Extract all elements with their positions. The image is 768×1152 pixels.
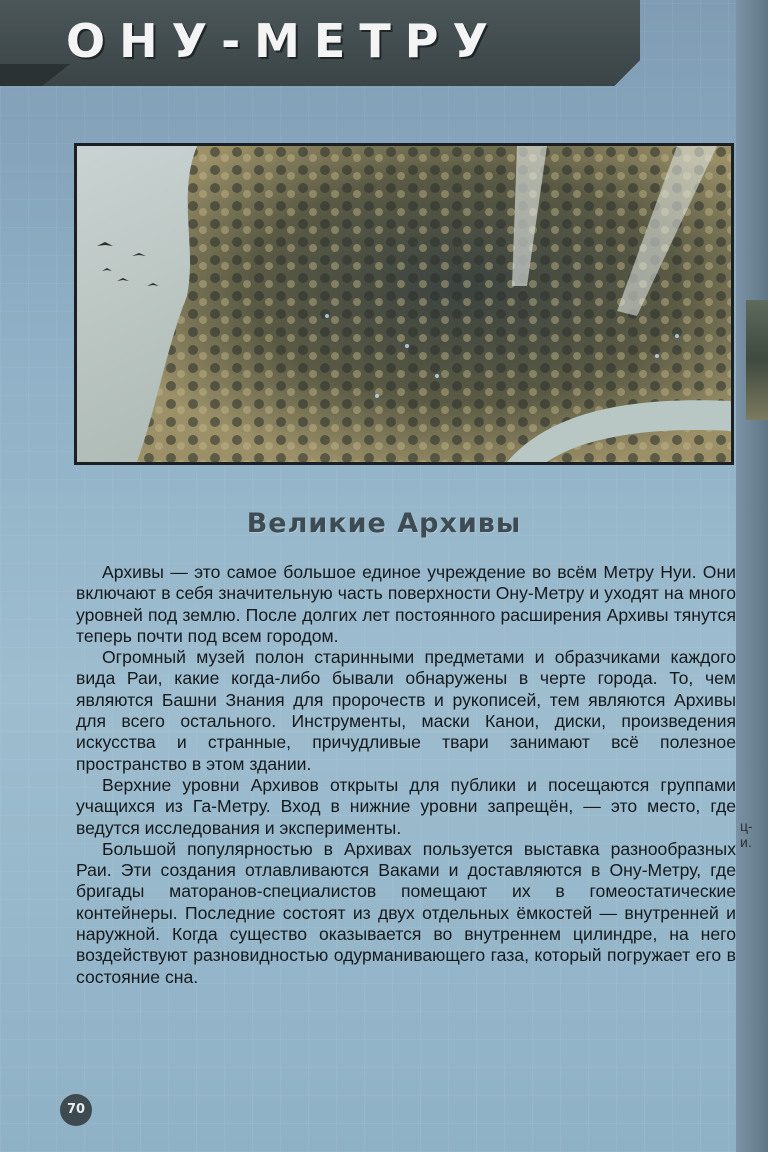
margin-note: ц- и. — [740, 818, 753, 850]
section-heading: Великие Архивы — [246, 508, 522, 539]
page-title: ОНУ-МЕТРУ — [66, 14, 502, 68]
article-body — [76, 562, 736, 988]
paragraph: Огромный музей полон старинными предметами и образчиками каждого вида Раи, какие когда-либо бывали обнаружены в черте города. То, чем являются Башни Знания для пророчеств и рукописей, тем являются Архивы для всего остального. Инструменты, маски Канои, диски, произведения искусства и странные, причудливые твари занимают всё полезное пространство в этом здании. — [76, 647, 736, 774]
paragraph: Большой популярностью в Архивах пользуется выставка разнообразных Раи. Эти создания отлавливаются Ваками и доставляются в Ону-Метру, где бригады маторанов-специалистов помещают их в гомеостатические контейнеры. Последние состоят из двух отдельных ёмкостей — внутренней и наружной. Когда существо оказывается во внутреннем цилиндре, на него воздействуют разновидностью одурманивающего газа, который погружает его в состояние сна. — [76, 838, 736, 987]
adjacent-page-edge — [736, 0, 768, 1152]
adjacent-page-image-edge — [746, 300, 768, 420]
city-aerial-image — [74, 143, 734, 465]
paragraph: Верхние уровни Архивов открыты для публики и посещаются группами учащихся из Га-Метру. Вход в нижние уровни запрещён, — это место, где ведутся исследования и эксперименты. — [76, 774, 736, 838]
page-number: 70 — [60, 1094, 92, 1126]
city-aerial-illustration-icon — [77, 146, 731, 462]
paragraph: Архивы — это самое большое единое учреждение во всём Метру Нуи. Они включают в себя значительную часть поверхности Ону-Метру и уходят на много уровней под землю. После долгих лет постоянного расширения Архивы тянутся теперь почти под всем городом. — [76, 562, 736, 646]
